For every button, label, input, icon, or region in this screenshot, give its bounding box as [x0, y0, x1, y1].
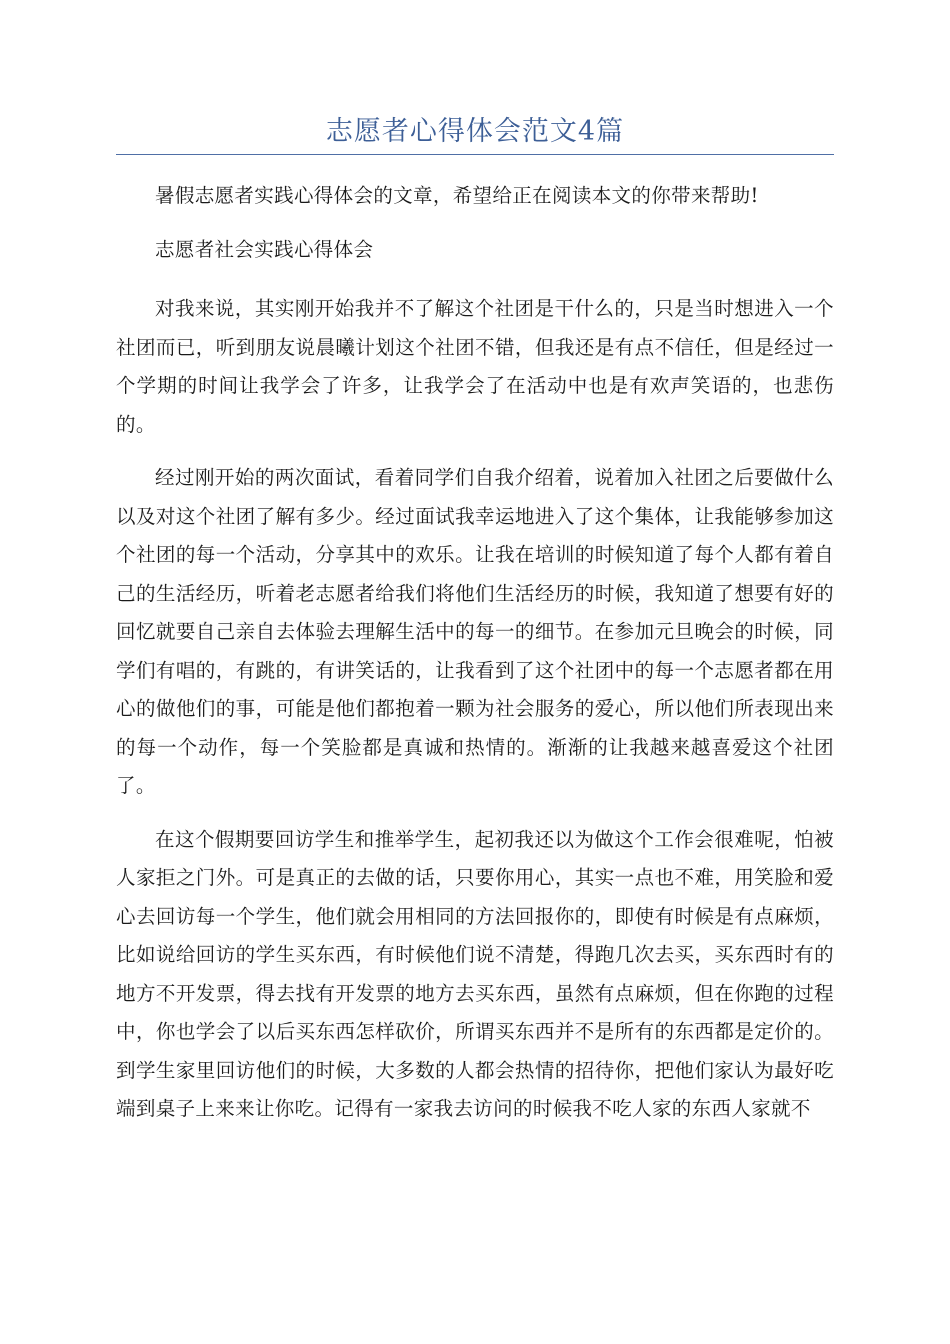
- body-paragraph: 在这个假期要回访学生和推举学生，起初我还以为做这个工作会很难呢，怕被人家拒之门外。可是真正的去做的话，只要你用心，其实一点也不难，用笑脸和爱心去回访每一个学生，他们就会用相同的方法回报你的，即使有时候是有点麻烦，比如说给回访的学生买东西，有时候他们说不清楚，得跑几次去买，买东西时有的地方不开发票，得去找有开发票的地方去买东西，虽然有点麻烦，但在你跑的过程中，你也学会了以后买东西怎样砍价，所谓买东西并不是所有的东西都是定价的。到学生家里回访他们的时候，大多数的人都会热情的招待你，把他们家认为最好吃端到桌子上来来让你吃。记得有一家我去访问的时候我不吃人家的东西人家就不: [116, 827, 834, 1120]
- intro-paragraph: 暑假志愿者实践心得体会的文章，希望给正在阅读本文的你带来帮助!: [155, 184, 759, 207]
- section-heading: 志愿者社会实践心得体会: [155, 237, 374, 261]
- document-body: [116, 177, 834, 1144]
- title-divider: [116, 154, 834, 155]
- page-title: 志愿者心得体会范文4篇: [325, 116, 625, 147]
- body-paragraph: 经过刚开始的两次面试，看着同学们自我介绍着，说着加入社团之后要做什么以及对这个社团了解有多少。经过面试我幸运地进入了这个集体，让我能够参加这个社团的每一个活动，分享其中的欢乐。让我在培训的时候知道了每个人都有着自己的生活经历，听着老志愿者给我们将他们生活经历的时候，我知道了想要有好的回忆就要自己亲自去体验去理解生活中的每一的细节。在参加元旦晚会的时候，同学们有唱的，有跳的，有讲笑话的，让我看到了这个社团中的每一个志愿者都在用心的做他们的事，可能是他们都抱着一颗为社会服务的爱心，所以他们所表现出来的每一个动作，每一个笑脸都是真诚和热情的。渐渐的让我越来越喜爱这个社团了。: [116, 466, 834, 797]
- body-paragraph: 对我来说，其实刚开始我并不了解这个社团是干什么的，只是当时想进入一个社团而已，听到朋友说晨曦计划这个社团不错，但我还是有点不信任，但是经过一个学期的时间让我学会了许多，让我学会了在活动中也是有欢声笑语的，也悲伤的。: [116, 297, 834, 436]
